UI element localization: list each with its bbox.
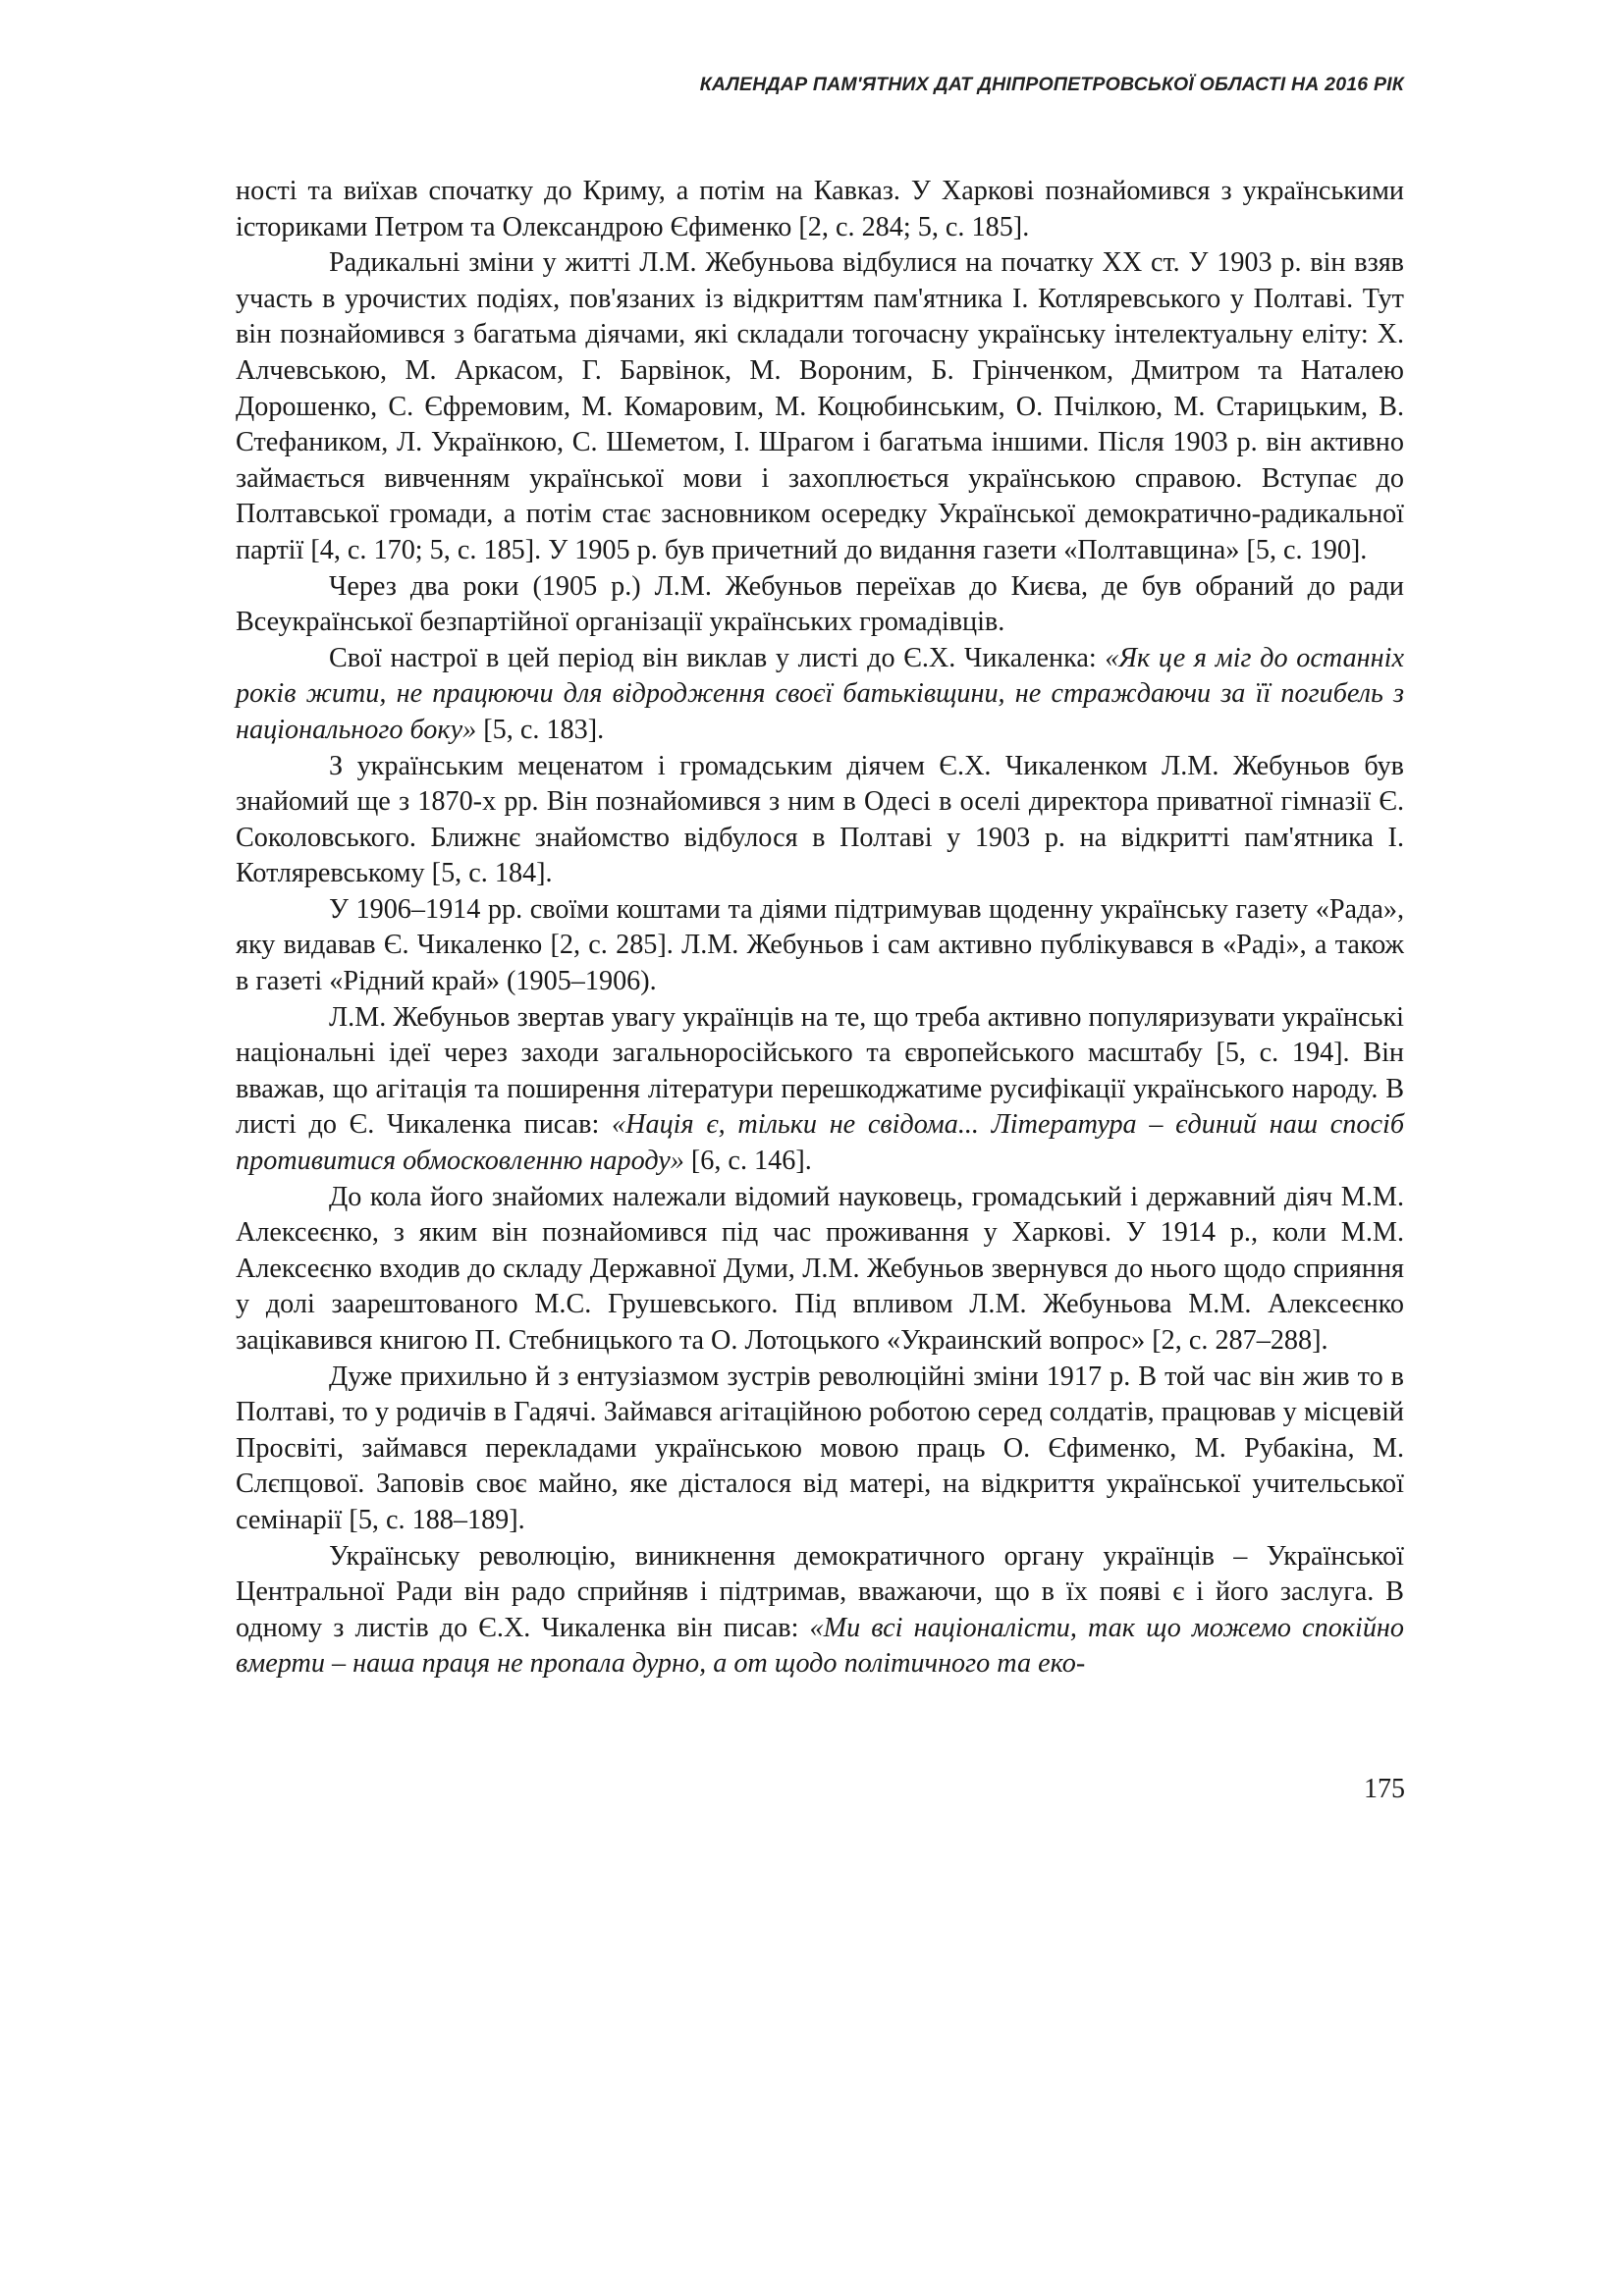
paragraph-4-text: Свої настрої в цей період він виклав у листі до Є.Х. Чикаленка: xyxy=(329,642,1106,673)
running-header: КАЛЕНДАР ПАМ'ЯТНИХ ДАТ ДНІПРОПЕТРОВСЬКОЇ ОБЛАСТІ НА 2016 РІК xyxy=(699,74,1404,95)
paragraph-1: ності та виїхав спочатку до Криму, а потім на Кавказ. У Харкові познайомився з українськими істориками Петром та Олександрою Єфименко [2, с. 284; 5, с. 185]. xyxy=(236,176,1404,242)
paragraph-4 xyxy=(236,641,1404,749)
paragraph-7-quote: «Нація є, тільки не свідома... Література – єдиний наш спосіб противитися обмосковленню народу» xyxy=(236,1109,1405,1177)
paragraph-4-citation: [5, с. 183]. xyxy=(476,714,605,745)
paragraph-9: Дуже прихильно й з ентузіазмом зустрів революційні зміни 1917 р. В той час він жив то в Полтаві, то у родичів в Гадячі. Займався агітаційною роботою серед солдатів, працював у місцевій Просвіті, займався перекладами українською мовою праць О. Єфименко, М. Рубакіна, М. Слєпцової. Заповів своє майно, яке дісталося від матері, на відкриття української учительської семінарії [5, с. 188–189]. xyxy=(236,1361,1404,1535)
paragraph-7-citation: [6, с. 146]. xyxy=(683,1146,812,1177)
paragraph-7-text: Л.М. Жебуньов звертав увагу українців на те, що треба активно популяризувати українські національні ідеї через заходи загальноросійського та європейського масштабу [5, с. 194]. Він вважав, що агітація та поширення літератури перешкоджатиме русифікації українського народу. В листі до Є. Чикаленка писав: xyxy=(236,1001,1404,1141)
paragraph-6: У 1906–1914 рр. своїми коштами та діями підтримував щоденну українську газету «Рада», яку видавав Є. Чикаленко [2, с. 285]. Л.М. Жебуньов і сам активно публікувався в «Раді», а також в газеті «Рідний край» (1905–1906). xyxy=(236,893,1404,997)
paragraph-10-quote: «Ми всі націоналісти, так що можемо спокійно вмерти – наша праця не пропала дурно, а от щодо політичного та еко- xyxy=(236,1612,1404,1680)
paragraph-8: До кола його знайомих належали відомий науковець, громадський і державний діяч М.М. Алексеєнко, з яким він познайомився під час проживання у Харкові. У 1914 р., коли М.М. Алексеєнко входив до складу Державної Думи, Л.М. Жебуньов звернувся до нього щодо сприяння у долі заарештованого М.С. Грушевського. Під впливом Л.М. Жебуньова М.М. Алексеєнко зацікавився книгою П. Стебницького та О. Лотоцького «Украинский вопрос» [2, с. 287–288]. xyxy=(236,1181,1404,1356)
page-number: 175 xyxy=(1364,1774,1405,1804)
paragraph-2: Радикальні зміни у житті Л.М. Жебуньова відбулися на початку XX ст. У 1903 р. він взяв участь в урочистих подіях, пов'язаних із відкриттям пам'ятника І. Котляревського у Полтаві. Тут він познайомився з багатьма діячами, які складали тогочасну українську інтелектуальну еліту: Х. Алчевською, М. Аркасом, Г. Барвінок, М. Вороним, Б. Грінченком, Дмитром та Наталею Дорошенко, С. Єфремовим, М. Комаровим, М. Коцюбинським, О. Пчілкою, М. Старицьким, В. Стефаником, Л. Українкою, С. Шеметом, І. Шрагом і багатьма іншими. Після 1903 р. він активно займається вивченням української мови і захоплюється українською справою. Вступає до Полтавської громади, а потім стає засновником осередку Української демократично-радикальної партії [4, с. 170; 5, с. 185]. У 1905 р. був причетний до видання газети «Полтавщина» [5, с. 190]. xyxy=(236,247,1404,565)
article-body xyxy=(236,174,1404,1682)
paragraph-10 xyxy=(236,1539,1404,1682)
paragraph-5: З українським меценатом і громадським діячем Є.Х. Чикаленком Л.М. Жебуньов був знайомий ще з 1870-х рр. Він познайомився з ним в Одесі в оселі директора приватної гімназії Є. Соколовського. Ближнє знайомство відбулося в Полтаві у 1903 р. на відкритті пам'ятника І. Котляревському [5, с. 184]. xyxy=(236,750,1404,889)
paragraph-4-quote: «Як це я міг до останніх років жити, не працюючи для відродження своєї батьківщини, не страждаючи за її погибель з національного боку» xyxy=(236,642,1404,745)
paragraph-7 xyxy=(236,1000,1404,1180)
paragraph-3: Через два роки (1905 р.) Л.М. Жебуньов переїхав до Києва, де був обраний до ради Всеукраїнської безпартійної організації українських громадівців. xyxy=(236,570,1404,638)
paragraph-10-text: Українську революцію, виникнення демократичного органу українців – Української Центральної Ради він радо сприйняв і підтримав, вважаючи, що в їх появі є і його заслуга. В одному з листів до Є.Х. Чикаленка він писав: xyxy=(236,1540,1404,1643)
